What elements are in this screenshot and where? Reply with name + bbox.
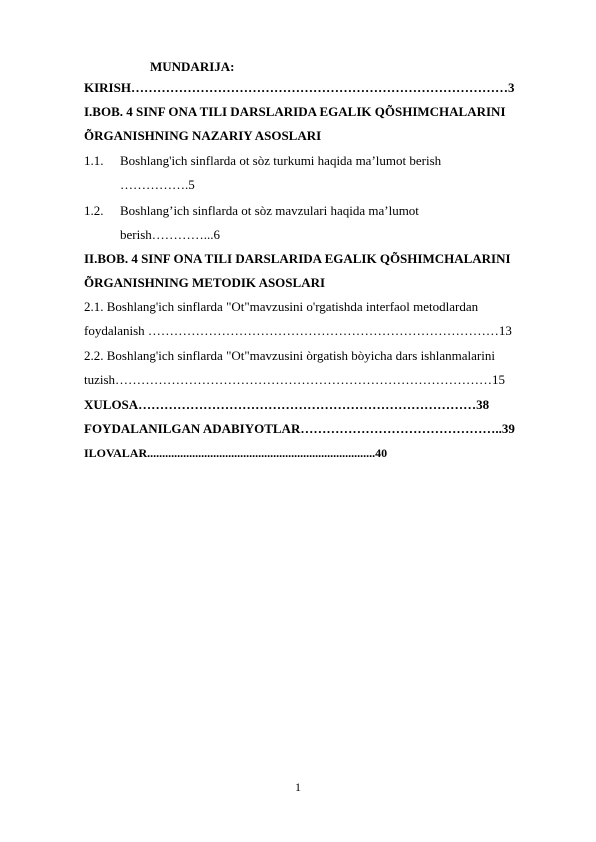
toc-entry-xulosa[interactable]: XULOSA……………………………………………………………………38 [84,397,490,412]
toc-entry-2-2-line1[interactable]: 2.2. Boshlang'ich sinflarda "Ot"mavzusini òrgatish bòyicha dars ishlanmalarini [84,348,495,363]
toc-entry-2-1-line2: foydalanish ………………………………………………………………………13 [84,323,512,338]
toc-section-number-1-1: 1.1. [84,153,104,168]
toc-entry-1-2-line1[interactable]: Boshlang’ich sinflarda ot sòz mavzulari haqida ma’lumot [120,203,419,218]
toc-entry-2-2-line2: tuzish……………………………………………………………………………15 [84,372,506,387]
toc-entry-1-1-line1[interactable]: Boshlang'ich sinflarda ot sòz turkumi haqida ma’lumot berish [120,153,442,168]
toc-entry-kirish[interactable] [84,80,554,96]
toc-entry-bob2-line1[interactable]: II.BOB. 4 SINF ONA TILI DARSLARIDA EGALIK QÕSHIMCHALARINI [84,251,511,266]
toc-title: MUNDARIJA: [150,59,235,74]
toc-entry-bob2-line2: ÕRGANISHNING METODIK ASOSLARI [84,275,326,290]
toc-entry-1-2-line2: berish…………...6 [120,227,221,242]
toc-entry-foydalanilgan[interactable]: FOYDALANILGAN ADABIYOTLAR………………………………………..39 [84,421,515,436]
toc-entry-bob1-line1[interactable]: I.BOB. 4 SINF ONA TILI DARSLARIDA EGALIK QÕSHIMCHALARINI [84,104,506,119]
toc-entry-2-1-line1[interactable]: 2.1. Boshlang'ich sinflarda "Ot"mavzusini o'rgatishda interfaol metodlardan [84,299,479,314]
toc-entry-bob1-line2: ÕRGANISHNING NAZARIY ASOSLARI [84,128,322,143]
page-number: 1 [295,780,301,794]
toc-entry-ilovalar[interactable]: ILOVALAR............................................................................40 [84,446,388,460]
toc-section-number-1-2: 1.2. [84,203,104,218]
toc-entry-kirish-text: KIRISH……………………………………………………………………………3 [84,80,515,95]
toc-entry-1-1-line2: …………….5 [120,177,195,192]
